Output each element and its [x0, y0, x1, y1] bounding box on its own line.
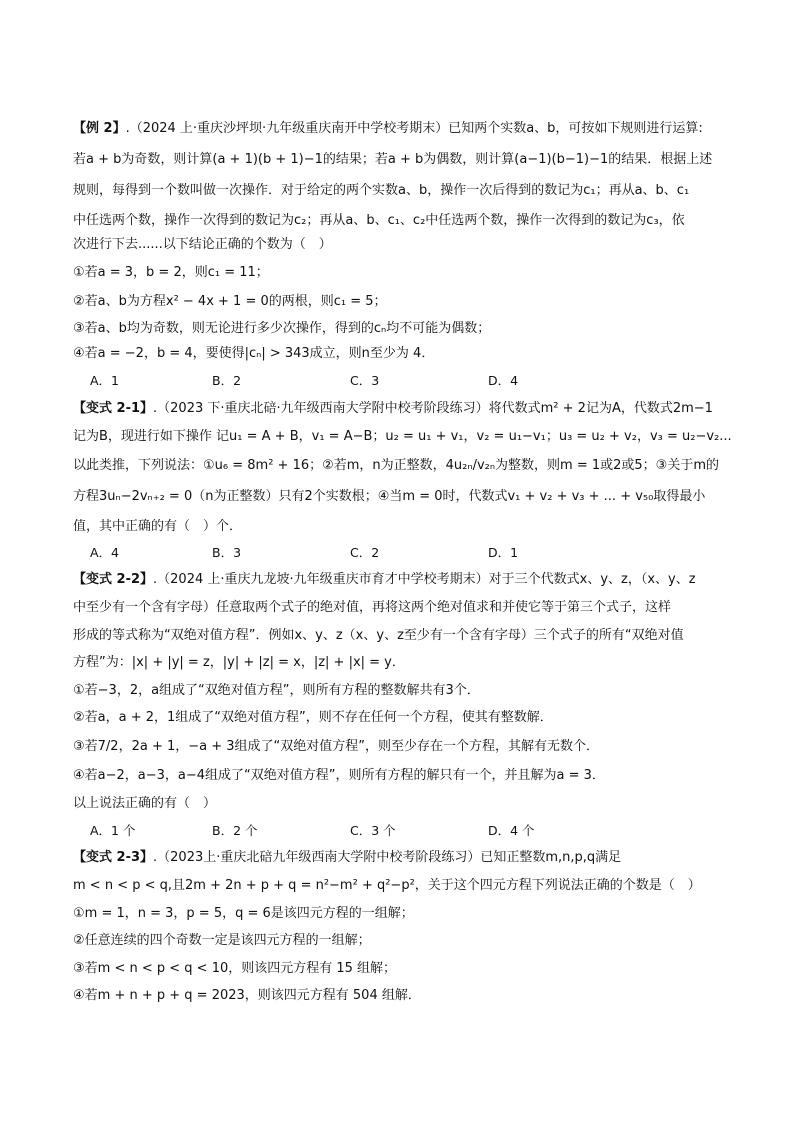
text-line: 规则，每得到一个数叫做一次操作．对于给定的两个实数a、b，操作一次后得到的数记为c₁；再从a、b、c₁	[73, 183, 690, 198]
text-line: 形成的等式称为“双绝对值方程”．例如x、y、z（x、y、z至少有一个含有字母）三个式子的所有“双绝对值	[73, 628, 684, 643]
statement-1: ①m = 1，n = 3，p = 5，q = 6是该四元方程的一组解；	[73, 906, 414, 921]
statement-3: ③若7/2，2a + 1，−a + 3组成了“双绝对值方程”，则至少存在一个方程，其解有无数个．	[73, 739, 599, 754]
option-a[interactable]: A．1 个	[90, 823, 136, 838]
option-c[interactable]: C．3	[350, 373, 380, 388]
variant-2-3-heading-line: 【变式 2-3】.（2023上·重庆北碚九年级西南大学附中校考阶段练习）已知正整数m,n,p,q满足	[73, 850, 622, 865]
text-line: 若a + b为奇数，则计算(a + 1)(b + 1)−1的结果；若a + b为偶数，则计算(a−1)(b−1)−1的结果．根据上述	[73, 152, 713, 167]
text-line: 次进行下去......以下结论正确的个数为（ ）	[73, 237, 332, 252]
statement-1: ①若−3，2，a组成了“双绝对值方程”，则所有方程的整数解共有3个．	[73, 683, 480, 698]
statement-3: ③若m < n < p < q < 10，则该四元方程有 15 组解；	[73, 961, 397, 976]
example-2-heading-line: 【例 2】.（2024 上·重庆沙坪坝·九年级重庆南开中学校考期末）已知两个实数a、b，可按如下规则进行运算:	[73, 121, 703, 136]
option-c[interactable]: C．3 个	[350, 823, 396, 838]
text-line: 中任选两个数，操作一次得到的数记为c₂；再从a、b、c₁、c₂中任选两个数，操作一次得到的数记为c₃，依	[73, 213, 685, 228]
text-line: m < n < p < q,且2m + 2n + p + q = n²−m² + q²−p²，关于这个四元方程下列说法正确的个数是（ ）	[73, 878, 701, 893]
statement-2: ②若a，a + 2，1组成了“双绝对值方程”，则不存在任何一个方程，使其有整数解．	[73, 710, 553, 725]
option-b[interactable]: B．2 个	[212, 823, 258, 838]
text-line: 方程3uₙ−2vₙ₊₂ = 0（n为正整数）只有2个实数根；④当m = 0时，代数式v₁ + v₂ + v₃ + ... + v₅₀取得最小	[73, 489, 706, 504]
option-d[interactable]: D．4	[488, 373, 519, 388]
statement-1: ①若a = 3，b = 2，则c₁ = 11；	[73, 265, 269, 280]
text-line: 值，其中正确的有（ ）个．	[73, 519, 243, 534]
variant-2-1-heading-line: 【变式 2-1】.（2023 下·重庆北碚·九年级西南大学附中校考阶段练习）将代数式m² + 2记为A，代数式2m−1	[73, 401, 713, 416]
text-line: 方程”为：|x| + |y| = z，|y| + |z| = x，|z| + |x| = y．	[73, 655, 405, 670]
option-d[interactable]: D．1	[488, 545, 519, 560]
text-line: 记为B，现进行如下操作 记u₁ = A + B，v₁ = A−B；u₂ = u₁ + v₁，v₂ = u₁−v₁；u₃ = u₂ + v₂，v₃ = u₂−v₂...	[73, 429, 732, 444]
option-d[interactable]: D．4 个	[488, 823, 535, 838]
text-line: 以此类推，下列说法：①u₆ = 8m² + 16；②若m，n为正整数，4u₂ₙ/v₂ₙ为整数，则m = 1或2或5；③关于m的	[73, 458, 719, 473]
option-a[interactable]: A．1	[90, 373, 120, 388]
option-c[interactable]: C．2	[350, 545, 380, 560]
option-b[interactable]: B．2	[212, 373, 242, 388]
option-b[interactable]: B．3	[212, 545, 242, 560]
variant-2-2-heading-line: 【变式 2-2】.（2024 上·重庆九龙坡·九年级重庆市育才中学校考期末）对于三个代数式x、y、z，（x、y、z	[73, 572, 696, 587]
option-a[interactable]: A．4	[90, 545, 120, 560]
statement-2: ②若a、b为方程x² − 4x + 1 = 0的两根，则c₁ = 5；	[73, 294, 387, 309]
statement-4: ④若m + n + p + q = 2023，则该四元方程有 504 组解．	[73, 988, 421, 1003]
text-line: 中至少有一个含有字母）任意取两个式子的绝对值，再将这两个绝对值求和并使它等于第三个式子，这样	[73, 600, 672, 615]
statement-3: ③若a、b均为奇数，则无论进行多少次操作，得到的cₙ均不可能为偶数；	[73, 321, 491, 336]
statement-4: ④若a = −2，b = 4，要使得|cₙ| > 343成立，则n至少为 4．	[73, 346, 435, 361]
statement-2: ②任意连续的四个奇数一定是该四元方程的一组解；	[73, 933, 371, 948]
statement-4: ④若a−2，a−3，a−4组成了“双绝对值方程”，则所有方程的解只有一个，并且解为a = 3．	[73, 768, 605, 783]
text-line: 以上说法正确的有（ ）	[73, 796, 217, 811]
